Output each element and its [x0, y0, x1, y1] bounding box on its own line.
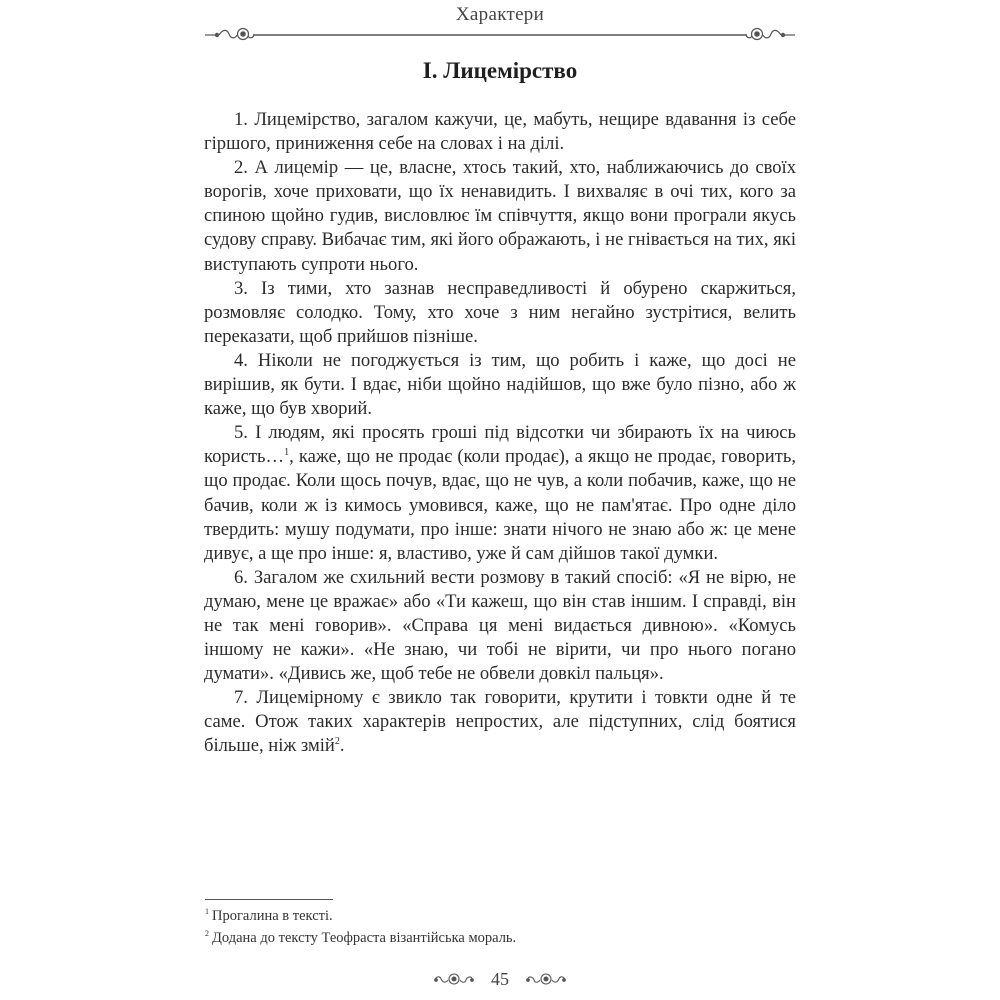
footnotes — [205, 905, 805, 949]
paragraph-5-text-b: , каже, що не продає (коли продає), а якщо не продає, говорить, що продає. Коли щось почув, вдає, що не чув, а коли побачив, каже, що не бачив, коли ж із кимось умовився, каже, що не пам'ятає. Про одне діло твердить: мушу подумати, про інше: знати нічого не знаю або ж: це мене дивує, а ще про інше: я, властиво, уже й сам дійшов такої думки. — [204, 446, 796, 564]
header-ornament-rule-icon — [203, 26, 797, 42]
footnote-ref-2[interactable]: 2 — [334, 736, 340, 748]
running-header-title: Характери — [455, 4, 545, 25]
page-number: 45 — [491, 968, 509, 989]
footnote-separator — [205, 899, 333, 900]
body-text — [204, 108, 796, 759]
footnote-2 — [205, 927, 805, 949]
footnote-1 — [205, 905, 805, 927]
footnote-marker-2: 2 — [205, 929, 209, 939]
paragraph-7 — [204, 686, 796, 758]
paragraph-3: 3. Із тими, хто зазнав несправедливості й обурено скаржиться, розмовляє солодко. Тому, хто хоче з ним негайно зустрітися, велить переказати, щоб прийшов пізніше. — [204, 277, 796, 347]
paragraph-5 — [204, 421, 796, 566]
footnote-text-2: Додана до тексту Теофраста візантійська мораль. — [212, 930, 517, 946]
right-scroll-ornament-icon — [746, 29, 795, 40]
paragraph-7-text-a: 7. Лицемірному є звикло так говорити, крутити і товкти одне й те саме. Отож таких характерів непростих, але підступних, слід боятися більше, ніж змій — [204, 687, 796, 757]
paragraph-4: 4. Ніколи не погоджується із тим, що робить і каже, що досі не вирішив, як бути. І вдає, ніби щойно надійшов, що вже було пізно, або ж каже, що був хворий. — [204, 349, 796, 420]
folio — [400, 966, 600, 992]
paragraph-2: 2. А лицемір — це, власне, хтось такий, хто, наближаючись до своїх ворогів, хоче приховати, що їх ненавидить. І вихваляє в очі тих, кого за спиною щойно гудив, висловлює їм співчуття, якщо вони програли якусь судову справу. Вибачає тим, які його ображають, і не гнівається на тих, які виступають супроти нього. — [204, 157, 796, 275]
left-scroll-ornament-icon — [205, 29, 254, 40]
paragraph-5-text-a: 5. І людям, які просять гроші під відсотки чи збирають їх на чиюсь користь… — [204, 422, 796, 468]
paragraph-1: 1. Лицемірство, загалом кажучи, це, мабуть, нещире вдавання із себе гіршого, приниження себе на словах і на ділі. — [204, 109, 796, 155]
footnote-ref-1[interactable]: 1 — [284, 447, 290, 459]
right-folio-ornament-icon — [525, 971, 567, 987]
footnote-text-1: Прогалина в тексті. — [212, 908, 333, 924]
left-folio-ornament-icon — [433, 971, 475, 987]
paragraph-6: 6. Загалом же схильний вести розмову в такий спосіб: «Я не вірю, не думаю, мене це вражає» або «Ти кажеш, що він став іншим. І справді, він не так мені говорив». «Справа ця мені видається дивною». «Комусь іншому не кажи». «Не знаю, чи тобі не вірити, чи про нього погано думати». «Дивись же, щоб тебе не обвели довкіл пальця». — [204, 566, 796, 685]
chapter-title: І. Лицемірство — [422, 58, 578, 83]
running-header — [203, 4, 797, 40]
footnote-marker-1: 1 — [205, 907, 209, 917]
paragraph-7-text-b: . — [339, 735, 345, 757]
